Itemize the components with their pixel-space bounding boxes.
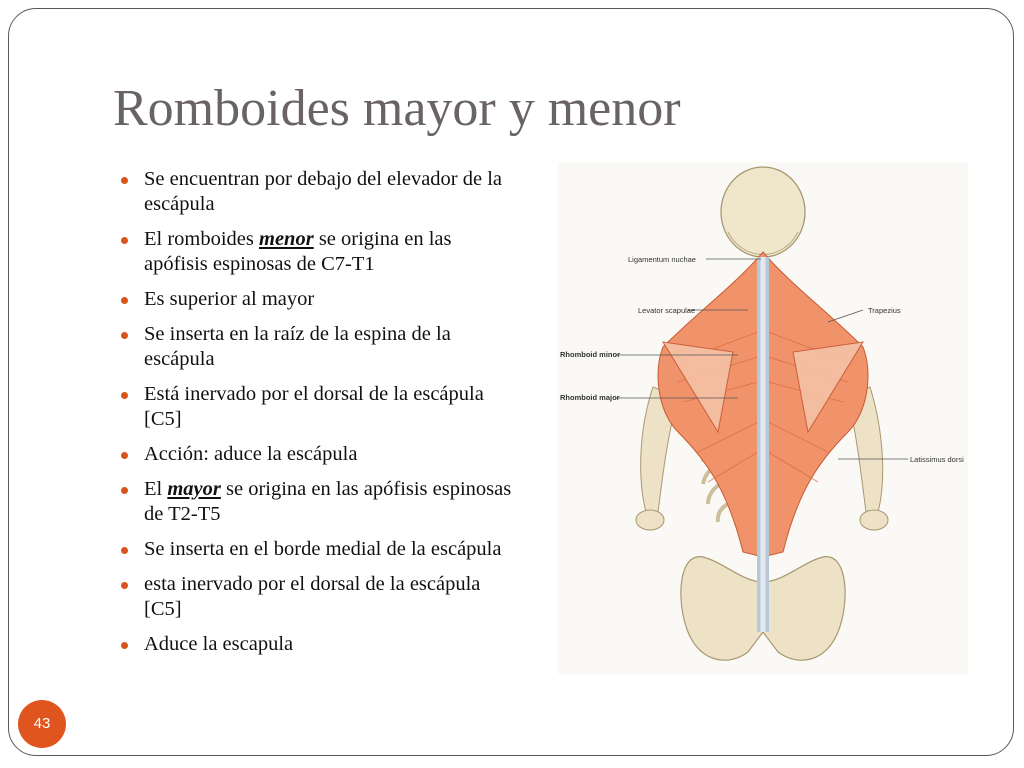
bullet-item: Se inserta en el borde medial de la escápula — [118, 537, 518, 562]
bullet-item: Se encuentran por debajo del elevador de la escápula — [118, 167, 518, 217]
label-levator-scapulae: Levator scapulae — [638, 306, 696, 315]
bullet-item: esta inervado por el dorsal de la escápula [C5] — [118, 572, 518, 622]
emphasis-menor: menor — [259, 228, 314, 250]
bullet-item: Se inserta en la raíz de la espina de la escápula — [118, 322, 518, 372]
back-muscles-illustration — [558, 162, 968, 674]
bullet-item: Es superior al mayor — [118, 287, 518, 312]
emphasis-mayor: mayor — [167, 478, 221, 500]
label-ligamentum-nuchae: Ligamentum nuchae — [628, 255, 696, 264]
label-rhomboid-major: Rhomboid major — [560, 393, 620, 402]
page-number-badge: 43 — [18, 700, 66, 748]
bullet-item: Está inervado por el dorsal de la escápula [C5] — [118, 382, 518, 432]
label-latissimus-dorsi: Latissimus dorsi — [910, 455, 964, 464]
bullet-item: Aduce la escapula — [118, 632, 518, 657]
bullet-item: El mayor se origina en las apófisis espinosas de T2-T5 — [118, 477, 518, 527]
bullet-list — [118, 167, 518, 667]
bullet-item: El romboides menor se origina en las apófisis espinosas de C7-T1 — [118, 227, 518, 277]
slide-title: Romboides mayor y menor — [113, 80, 681, 137]
label-rhomboid-minor: Rhomboid minor — [560, 350, 620, 359]
bullet-item: Acción: aduce la escápula — [118, 442, 518, 467]
label-trapezius: Trapezius — [868, 306, 901, 315]
